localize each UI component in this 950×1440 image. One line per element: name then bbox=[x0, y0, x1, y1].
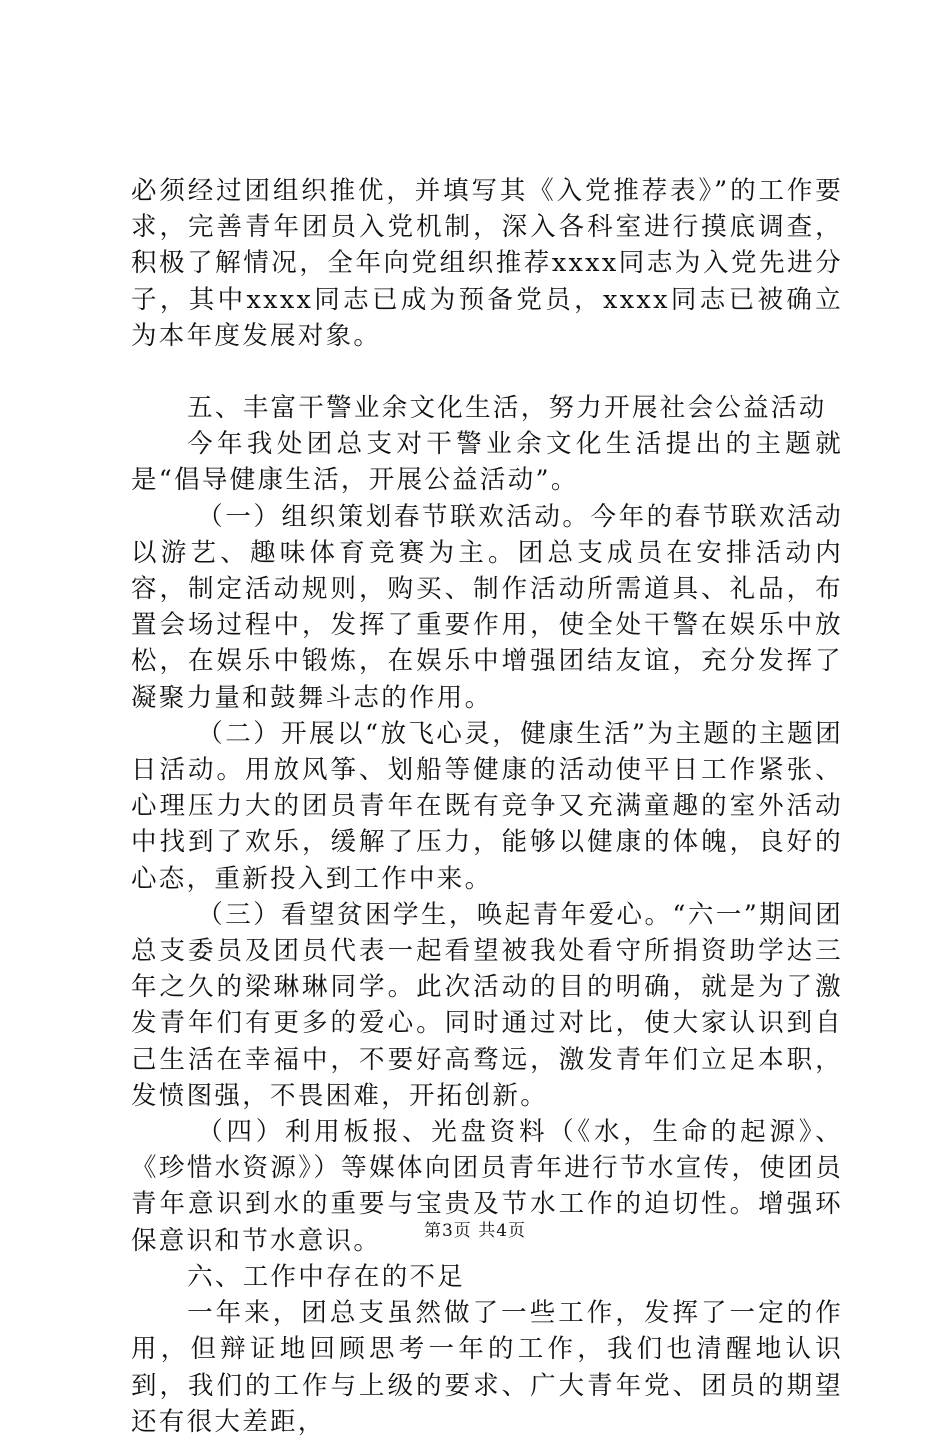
paragraph-item-1: （一）组织策划春节联欢活动。今年的春节联欢活动以游艺、趣味体育竞赛为主。团总支成员在安排活动内容，制定活动规则，购买、制作活动所需道具、礼品，布置会场过程中，发挥了重要作用，使全处干警在娱乐中放松，在娱乐中锻炼，在娱乐中增强团结友谊，充分发挥了凝聚力量和鼓舞斗志的作用。 bbox=[131, 501, 843, 713]
paragraph-item-3: （三）看望贫困学生，唤起青年爱心。“六一”期间团总支委员及团员代表一起看望被我处看守所捐资助学达三年之久的梁琳琳同学。此次活动的目的明确，就是为了激发青年们有更多的爱心。同时通过对比，使大家认识到自己生活在幸福中，不要好高骛远，激发青年们立足本职，发愤图强，不畏困难，开拓创新。 bbox=[131, 899, 843, 1111]
document-body bbox=[131, 173, 843, 1440]
paragraph-item-4: （四）利用板报、光盘资料（《水，生命的起源》、《珍惜水资源》）等媒体向团员青年进行节水宣传，使团员青年意识到水的重要与宝贵及节水工作的迫切性。增强环保意识和节水意识。 bbox=[131, 1117, 843, 1256]
section-heading-5: 五、丰富干警业余文化生活，努力开展社会公益活动 bbox=[187, 393, 827, 424]
page-number-footer: 第3页 共4页 bbox=[423, 1221, 527, 1241]
paragraph-shortcomings: 一年来，团总支虽然做了一些工作，发挥了一定的作用，但辩证地回顾思考一年的工作，我们也清醒地认识到，我们的工作与上级的要求、广大青年党、团员的期望还有很大差距， bbox=[131, 1298, 843, 1437]
paragraph-item-2: （二）开展以“放飞心灵，健康生活”为主题的主题团日活动。用放风筝、划船等健康的活动使平日工作紧张、心理压力大的团员青年在既有竞争又充满童趣的室外活动中找到了欢乐，缓解了压力，能够以健康的体魄，良好的心态，重新投入到工作中来。 bbox=[131, 718, 843, 894]
paragraph-party-recommendation: 必须经过团组织推优，并填写其《入党推荐表》”的工作要求，完善青年团员入党机制，深入各科室进行摸底调查，积极了解情况，全年向党组织推荐xxxx同志为入党先进分子，其中xxxx同志已成为预备党员，xxxx同志已被确立为本年度发展对象。 bbox=[131, 176, 843, 351]
paragraph-theme: 今年我处团总支对干警业余文化生活提出的主题就是“倡导健康生活，开展公益活动”。 bbox=[131, 429, 843, 496]
paragraph-gap bbox=[131, 354, 843, 390]
section-heading-6: 六、工作中存在的不足 bbox=[187, 1261, 466, 1292]
